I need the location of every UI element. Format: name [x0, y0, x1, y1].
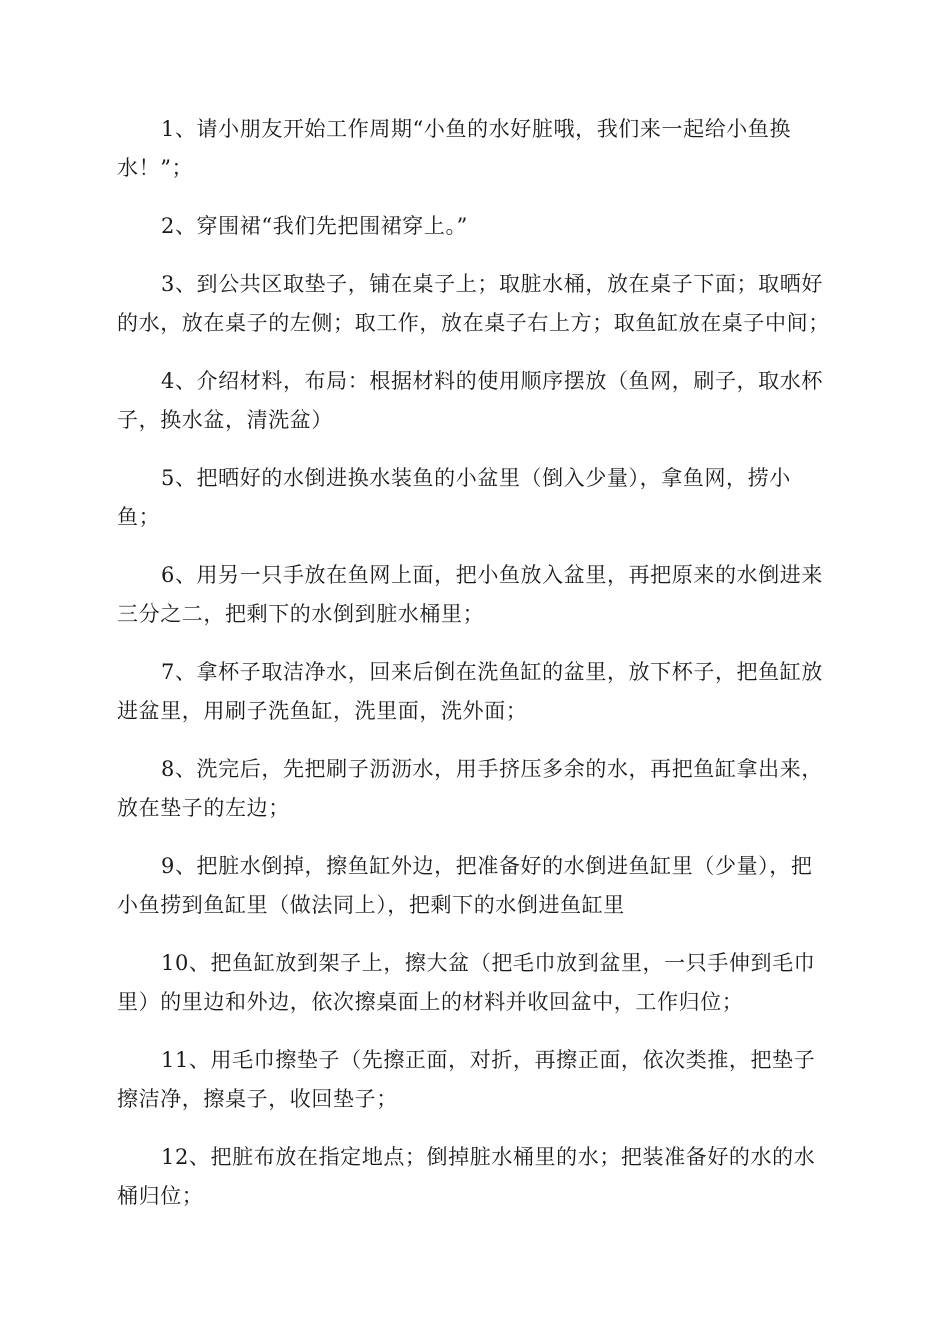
step-paragraph-8: 8、洗完后，先把刷子沥沥水，用手挤压多余的水，再把鱼缸拿出来，放在垫子的左边； [117, 757, 823, 820]
step-paragraph-12: 12、把脏布放在指定地点；倒掉脏水桶里的水；把装准备好的水的水桶归位； [117, 1145, 816, 1208]
step-paragraph-11: 11、用毛巾擦垫子（先擦正面，对折，再擦正面，依次类推，把垫子擦洁净，擦桌子，收回垫子； [117, 1048, 816, 1111]
step-paragraph-3: 3、到公共区取垫子，铺在桌子上；取脏水桶，放在桌子下面；取晒好的水，放在桌子的左侧；取工作，放在桌子右上方；取鱼缸放在桌子中间； [117, 272, 830, 335]
step-paragraph-1: 1、请小朋友开始工作周期“小鱼的水好脏哦，我们来一起给小鱼换水！”； [117, 117, 792, 180]
step-paragraph-6: 6、用另一只手放在鱼网上面，把小鱼放入盆里，再把原来的水倒进来三分之二，把剩下的水倒到脏水桶里； [117, 563, 823, 626]
step-paragraph-4: 4、介绍材料，布局：根据材料的使用顺序摆放（鱼网，刷子，取水杯子，换水盆，清洗盆） [117, 369, 823, 432]
step-paragraph-7: 7、拿杯子取洁净水，回来后倒在洗鱼缸的盆里，放下杯子，把鱼缸放进盆里，用刷子洗鱼缸，洗里面，洗外面； [117, 660, 823, 723]
document-body [117, 110, 833, 1235]
step-paragraph-5: 5、把晒好的水倒进换水装鱼的小盆里（倒入少量），拿鱼网，捞小鱼； [117, 466, 791, 529]
step-paragraph-9: 9、把脏水倒掉，擦鱼缸外边，把准备好的水倒进鱼缸里（少量），把小鱼捞到鱼缸里（做法同上），把剩下的水倒进鱼缸里 [117, 854, 813, 917]
step-paragraph-2: 2、穿围裙“我们先把围裙穿上。” [161, 214, 468, 238]
step-paragraph-10: 10、把鱼缸放到架子上，擦大盆（把毛巾放到盆里，一只手伸到毛巾里）的里边和外边，依次擦桌面上的材料并收回盆中，工作归位； [117, 951, 816, 1014]
